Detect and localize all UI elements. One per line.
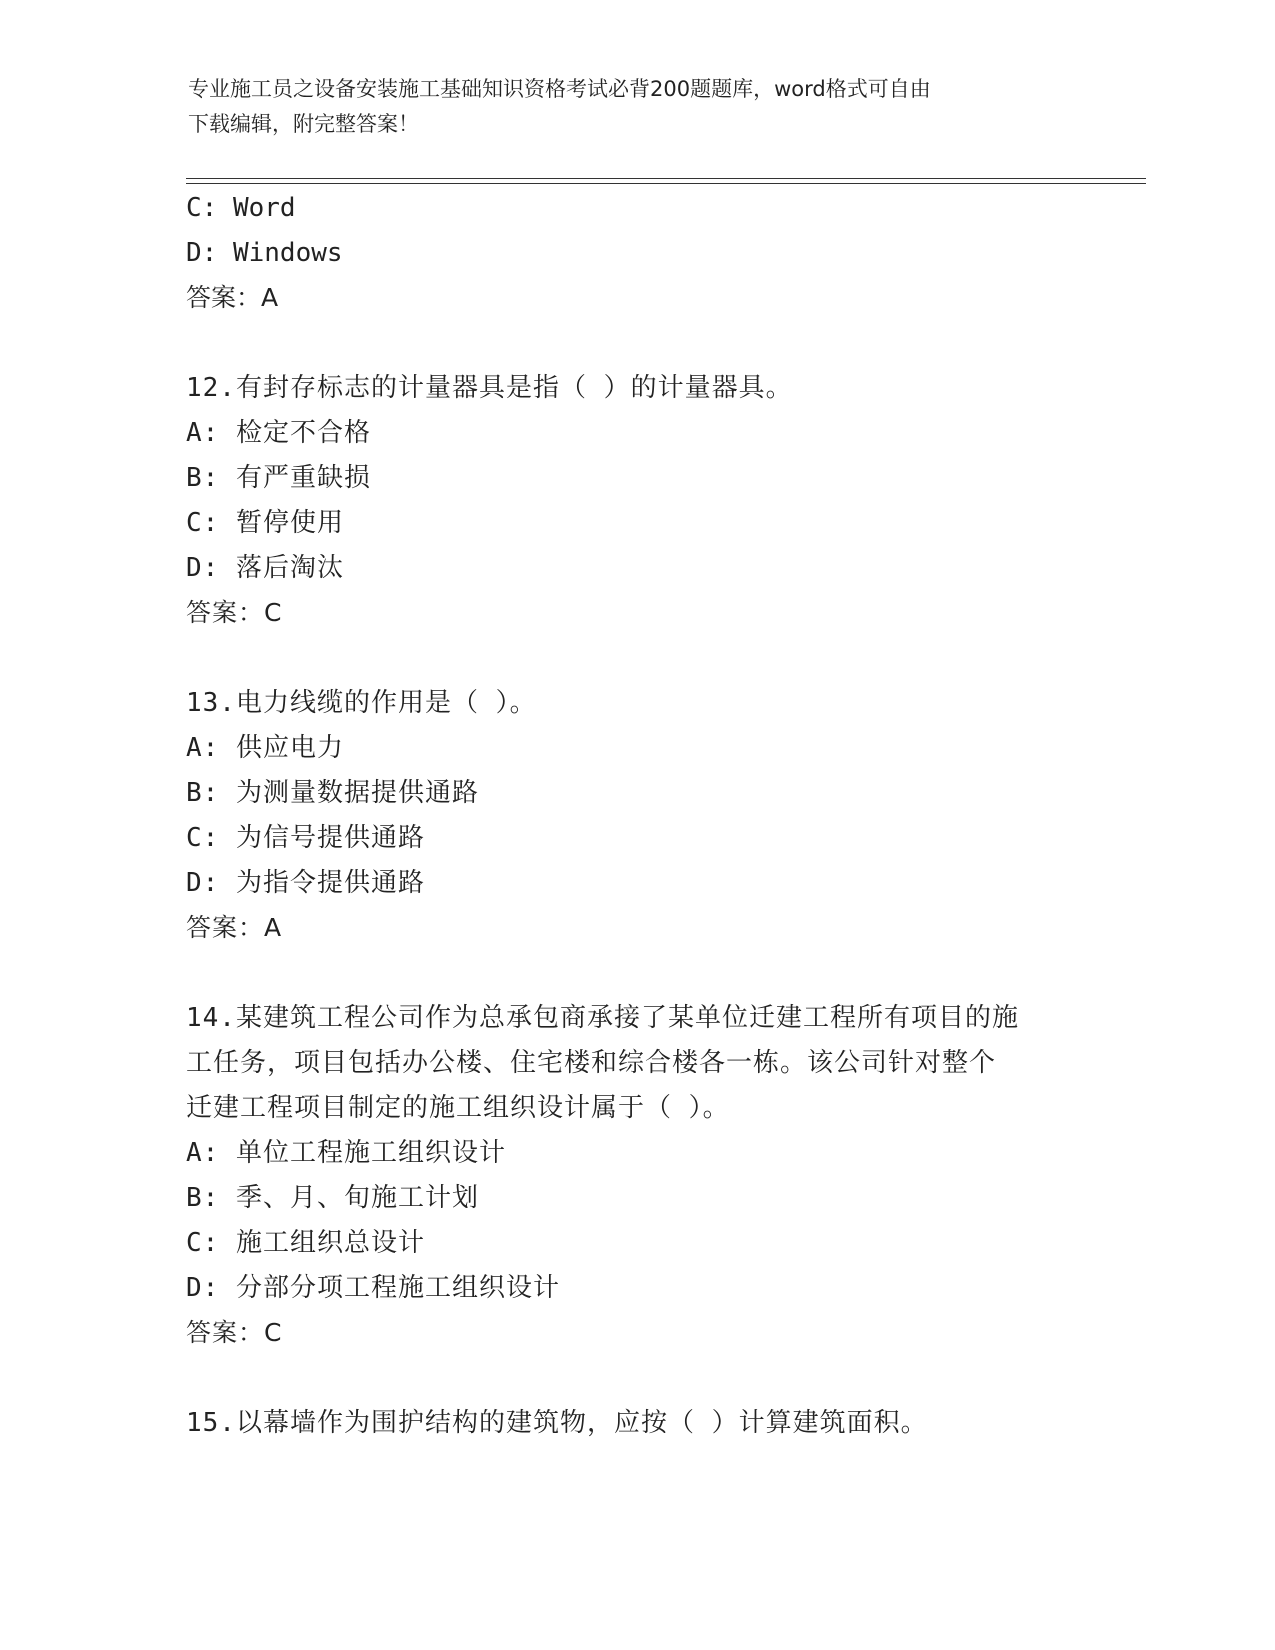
question-stem-line-3: 迁建工程项目制定的施工组织设计属于（ ）。 (186, 1093, 730, 1123)
option-d: D: Windows (186, 238, 343, 268)
question-stem: 15.以幕墙作为围护结构的建筑物，应按（ ）计算建筑面积。 (186, 1408, 928, 1438)
option-d: D: 落后淘汰 (186, 553, 344, 583)
header-line-1: 专业施工员之设备安装施工基础知识资格考试必背200题题库，word格式可自由 (188, 77, 931, 101)
option-c: C: 暂停使用 (186, 508, 344, 538)
question-stem-line-1: 14.某建筑工程公司作为总承包商承接了某单位迁建工程所有项目的施 (186, 1003, 1019, 1033)
answer: 答案：A (186, 283, 279, 312)
option-b: B: 为测量数据提供通路 (186, 778, 479, 808)
option-b: B: 有严重缺损 (186, 463, 371, 493)
question-stem: 13.电力线缆的作用是（ ）。 (186, 688, 537, 718)
question-stem-line-2: 工任务，项目包括办公楼、住宅楼和综合楼各一栋。该公司针对整个 (186, 1048, 997, 1078)
option-a: A: 供应电力 (186, 733, 344, 763)
header-line-2: 下载编辑，附完整答案！ (188, 112, 419, 136)
document-header (188, 72, 1088, 142)
option-c: C: 为信号提供通路 (186, 823, 425, 853)
header-divider-top (186, 178, 1146, 179)
option-a: A: 检定不合格 (186, 418, 371, 448)
option-c: C: Word (186, 193, 296, 223)
header-divider-bottom (186, 183, 1146, 184)
question-stem: 12.有封存标志的计量器具是指（ ）的计量器具。 (186, 373, 793, 403)
option-d: D: 分部分项工程施工组织设计 (186, 1273, 560, 1303)
answer: 答案：C (186, 1318, 283, 1347)
answer: 答案：A (186, 913, 283, 942)
answer: 答案：C (186, 598, 283, 627)
option-a: A: 单位工程施工组织设计 (186, 1138, 506, 1168)
option-d: D: 为指令提供通路 (186, 868, 425, 898)
option-c: C: 施工组织总设计 (186, 1228, 425, 1258)
option-b: B: 季、月、旬施工计划 (186, 1183, 479, 1213)
